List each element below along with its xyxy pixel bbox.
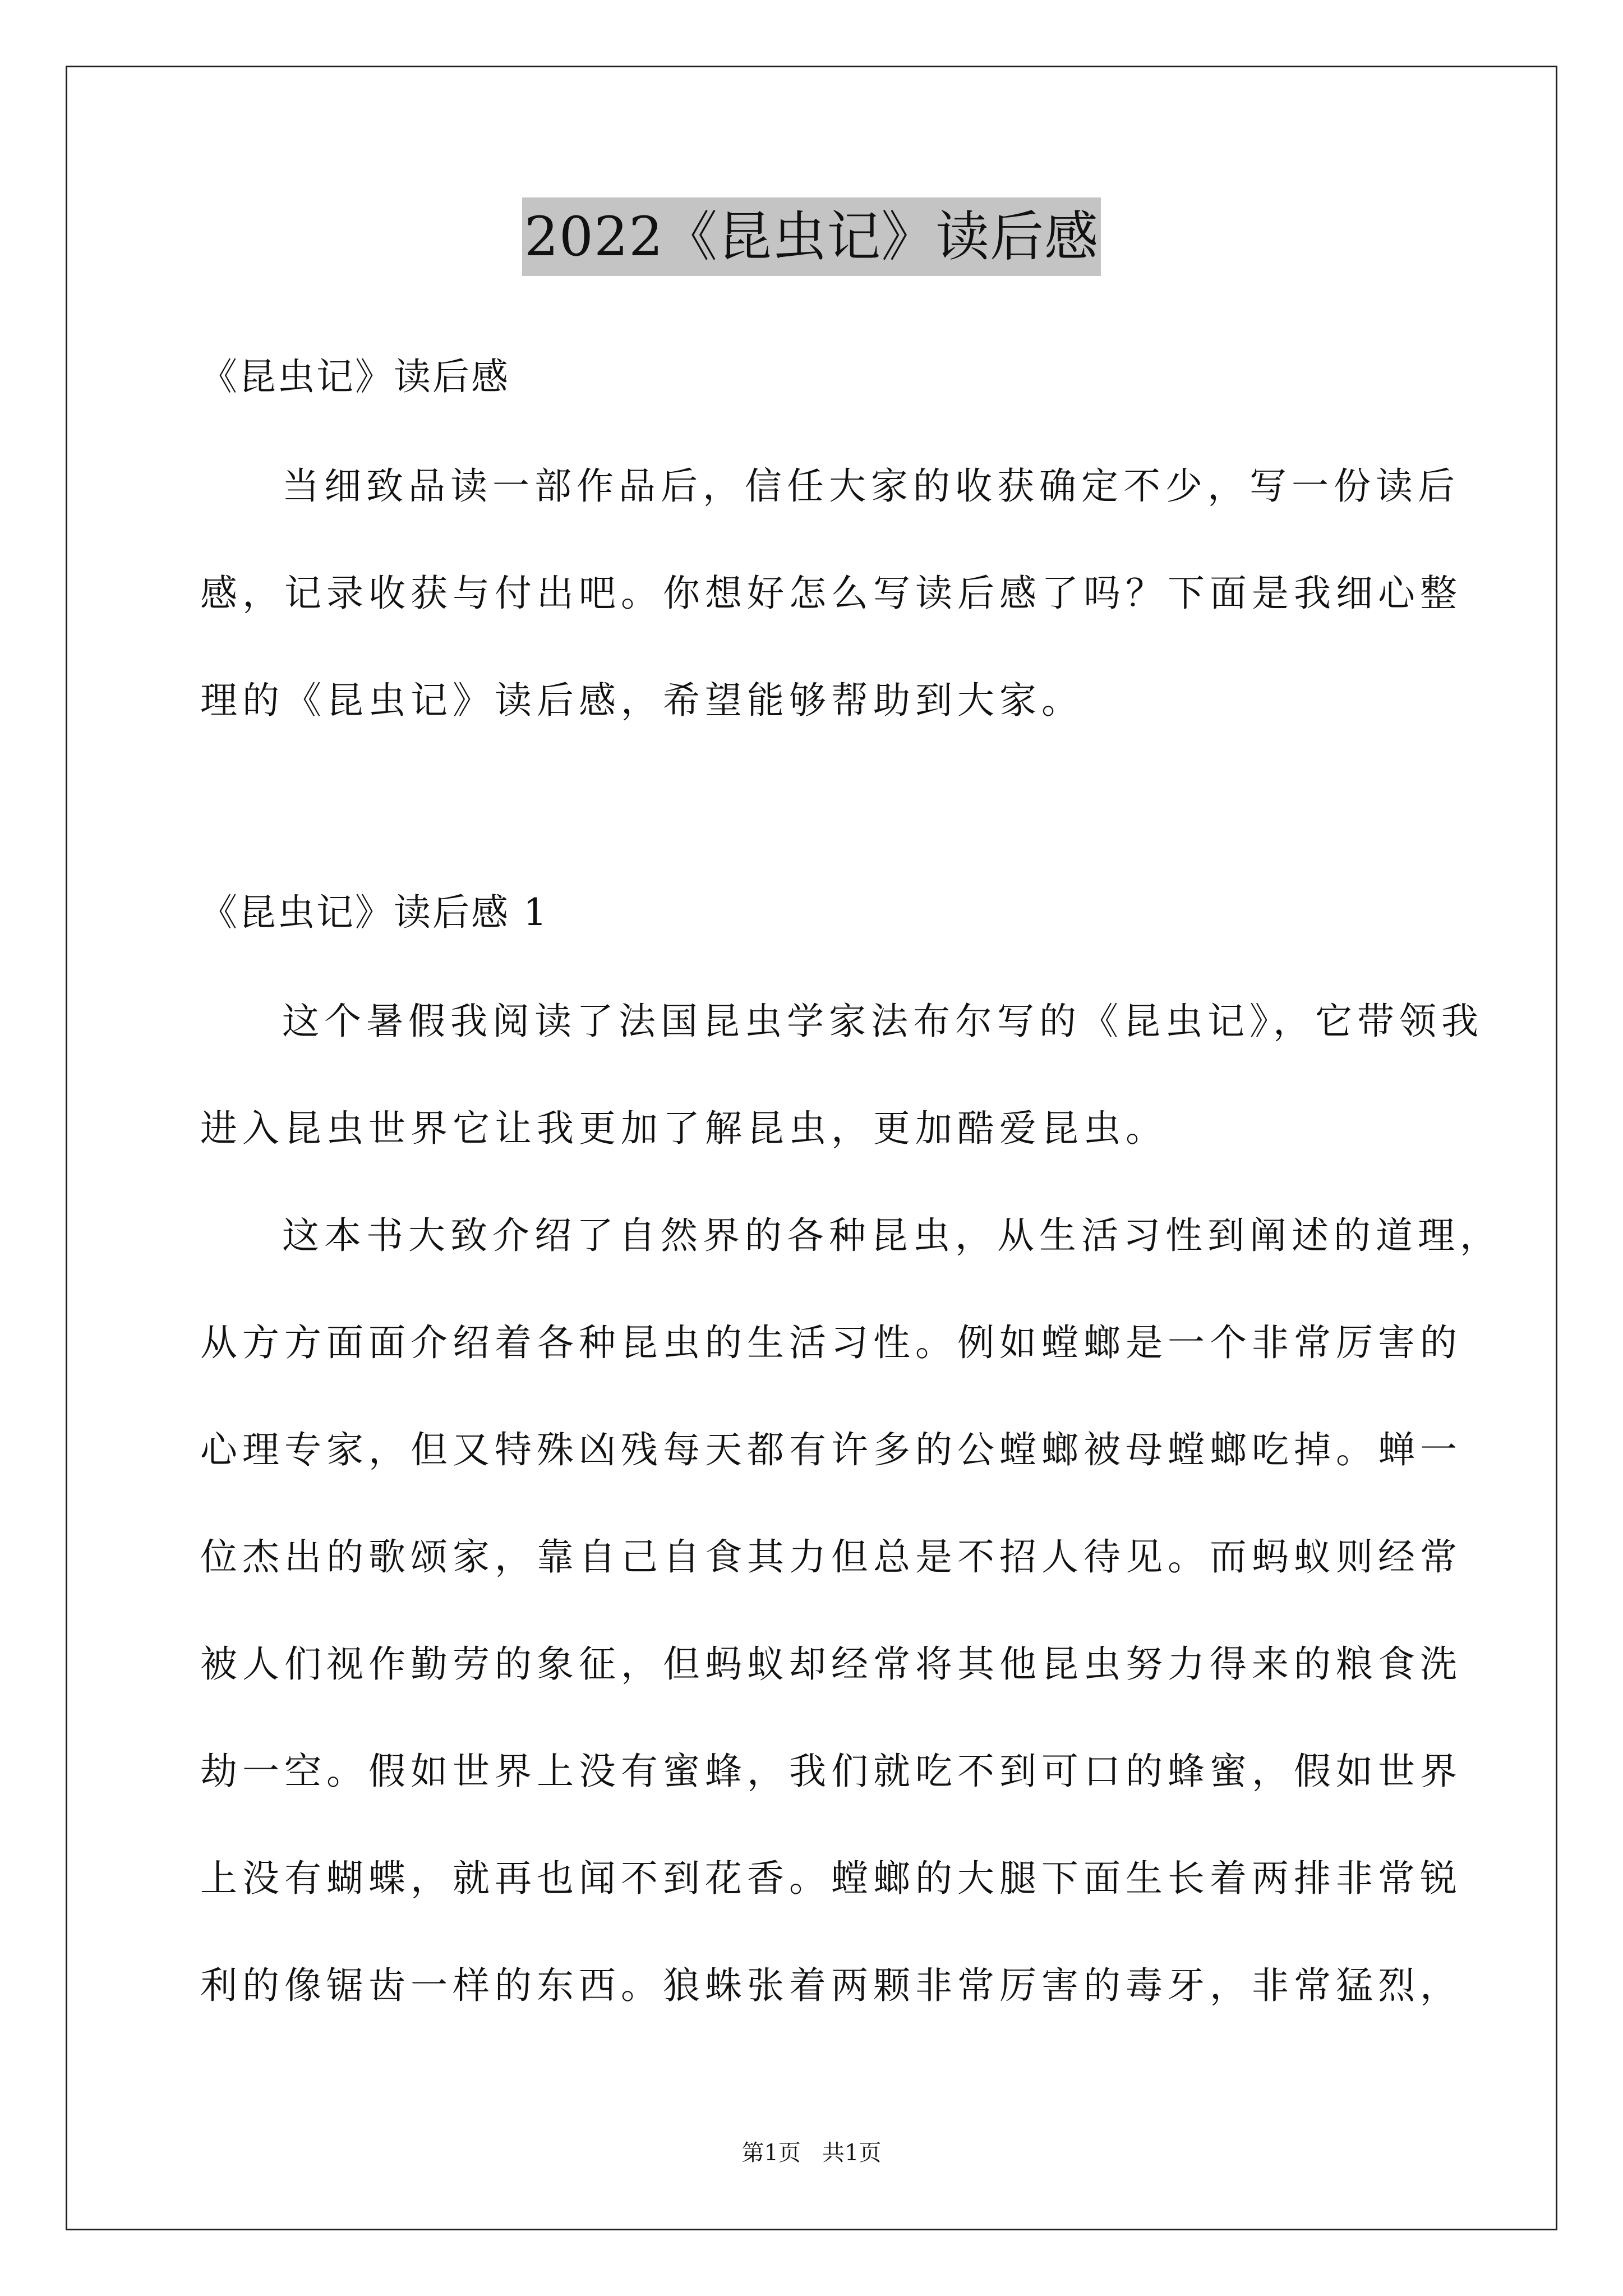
section1-paragraph-line: 从方方面面介绍着各种昆虫的生活习性。例如螳螂是一个非常厉害的 [200, 1321, 1462, 1364]
section1-paragraph-line: 这个暑假我阅读了法国昆虫学家法布尔写的《昆虫记》，它带领我 [282, 1000, 1483, 1043]
intro-paragraph-line: 理的《昆虫记》读后感，希望能够帮助到大家。 [200, 679, 1083, 722]
section1-paragraph-line: 进入昆虫世界它让我更加了解昆虫，更加酷爱昆虫。 [200, 1107, 1168, 1150]
section1-paragraph-line: 劫一空。假如世界上没有蜜蜂，我们就吃不到可口的蜂蜜，假如世界 [200, 1750, 1462, 1793]
section1-paragraph-line: 这本书大致介绍了自然界的各种昆虫，从生活习性到阐述的道理， [282, 1214, 1502, 1257]
intro-paragraph-line: 感，记录收获与付出吧。你想好怎么写读后感了吗？下面是我细心整 [200, 572, 1462, 615]
intro-heading: 《昆虫记》读后感 [200, 355, 510, 398]
section1-paragraph-line: 上没有蝴蝶，就再也闻不到花香。螳螂的大腿下面生长着两排非常锐 [200, 1857, 1462, 1900]
intro-paragraph-line: 当细致品读一部作品后，信任大家的收获确定不少，写一份读后 [282, 464, 1460, 508]
document-title: 2022《昆虫记》读后感 [522, 197, 1101, 276]
section1-paragraph-line: 利的像锯齿一样的东西。狼蛛张着两颗非常厉害的毒牙，非常猛烈， [200, 1964, 1462, 2007]
section1-heading: 《昆虫记》读后感 1 [200, 891, 548, 934]
section1-paragraph-line: 心理专家，但又特殊凶残每天都有许多的公螳螂被母螳螂吃掉。蝉一 [200, 1428, 1462, 1471]
title-container [0, 197, 1623, 276]
section1-paragraph-line: 位杰出的歌颂家，靠自己自食其力但总是不招人待见。而蚂蚁则经常 [200, 1535, 1462, 1579]
section1-paragraph-line: 被人们视作勤劳的象征，但蚂蚁却经常将其他昆虫努力得来的粮食洗 [200, 1642, 1462, 1686]
page-footer: 第1页 共1页 [741, 2140, 882, 2166]
